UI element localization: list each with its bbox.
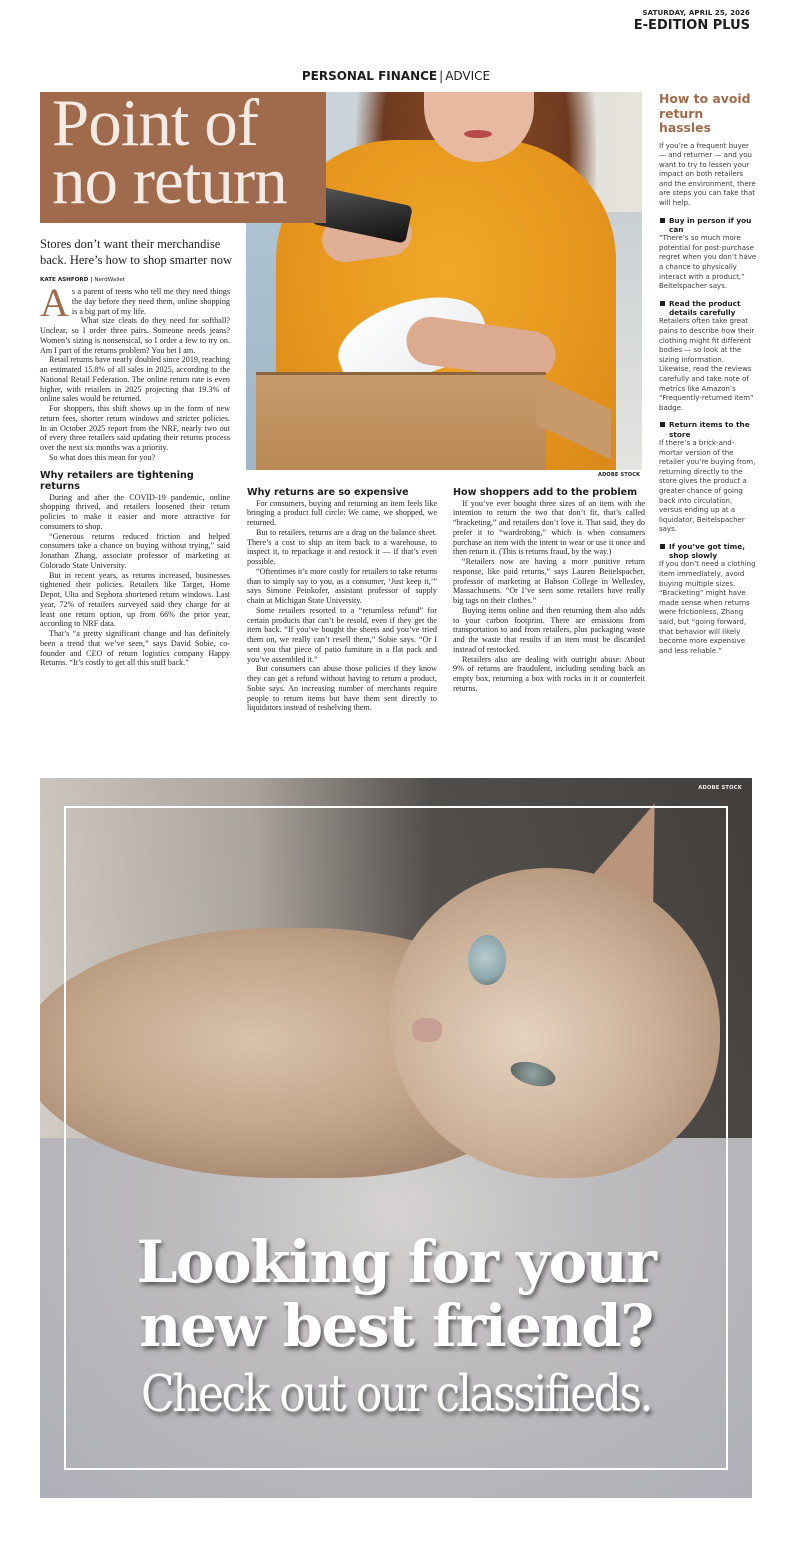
section-label (0, 69, 792, 83)
sidebar-intro: If you’re a frequent buyer — and returner — and you want to try to lessen your impact on both retailers and the environment, there are steps you can take that will help. (659, 141, 756, 208)
paragraph: But in recent years, as returns increased, businesses tightened their policies. Retailers like Target, Home Depot, Ulta and Sephora shortened return windows. Last year, 72% of retailers surveyed said they charge for at least one return option, up from 66% the prior year, according to NRF data. (40, 570, 230, 629)
classifieds-ad[interactable] (40, 778, 752, 1498)
headline-line-2: no return (52, 144, 287, 218)
headline (52, 86, 287, 218)
paragraph: Retail returns have nearly doubled since 2019, reaching an estimated 15.8% of all sales in 2025, according to the National Retail Federation. The online return rate is even higher, with retailers in 2025 projecting that 19.3% of online sales would be returned. (40, 355, 230, 404)
sidebar-title: How to avoid return hassles (659, 91, 751, 135)
paragraph: If you’ve ever bought three sizes of an item with the intention to return the two that don’t fit, that’s called “bracketing,” and retailers don’t love it. That said, they do prefer it to “wardrobing,” which is when consumers purchase an item with the intent to wear or use it once and then return it. (This is returns fraud, by the way.) (453, 498, 645, 557)
ad-photo-credit: ADOBE STOCK (698, 785, 742, 791)
photo-lips (464, 130, 492, 138)
tip-heading-shop-slowly: If you’ve got time, shop slowly (659, 542, 757, 561)
drop-cap: A (40, 280, 69, 325)
paragraph: That’s “a pretty significant change and has definitely been a trend that we’ve seen,” says David Sobie, co-founder and CEO of return logistics company Happy Returns. “It’s costly to get all this stuff back.” (40, 629, 230, 668)
subhead: How shoppers add to the problem (453, 487, 638, 498)
article-column-3 (453, 487, 645, 694)
edition-name: E-EDITION PLUS (633, 18, 750, 33)
tip-heading-buy-in-person: Buy in person if you can (659, 216, 757, 235)
article-column-2 (247, 487, 437, 713)
tip-body: “There’s so much more potential for post-purchase regret when you don’t have a chance to physically interact with a product,” Beitelspacher says. (659, 234, 757, 291)
byline-org: NerdWallet (94, 277, 126, 283)
headline-box (40, 86, 326, 223)
tip-body: If you don’t need a clothing item immediately, avoid buying multiple sizes. “Bracketing” might have made sense when returns were frictionless, Zhang said, but “going forward, that behavior will likely become more expensive and less reliable.” (659, 560, 756, 655)
tip-heading-read-details: Read the product details carefully (659, 299, 757, 318)
paragraph: Retailers also are dealing with outright abuse: About 9% of returns are fraudulent, including sending back an empty box, returning a box with rocks in it or counterfeit returns. (453, 654, 645, 693)
paragraph: But to retailers, returns are a drag on the balance sheet. There’s a cost to ship an item back to a warehouse, to inspect it, to repackage it and restock it — if that’s even possible. (247, 527, 437, 566)
section-separator: | (439, 69, 444, 83)
paragraph: “Generous returns reduced friction and helped consumers take a chance on buying without trying,” said Jonathan Zhang, associate professor of marketing at Colorado State University. (40, 531, 230, 570)
headline-line-1: Point of (52, 86, 259, 160)
paragraph: For shoppers, this shift shows up in the form of new return fees, shorter return windows and stricter policies. In an October 2025 report from the NRF, nearly two out of every three retailers said updating their returns process over the next six months was a priority. (40, 404, 230, 452)
paragraph-text: s a parent of teens who tell me they need things the day before they need them, online shopping is a big part of my life. (71, 287, 230, 316)
subhead: Why retailers are tightening returns (40, 469, 194, 492)
section-name: PERSONAL FINANCE (301, 69, 438, 83)
paragraph: Buying items online and then returning them also adds to your carbon footprint. There are emissions from transportation to and from retailers, plus packaging waste and the waste that results if an item must be discarded instead of restocked. (453, 605, 645, 654)
ad-subline: Check out our classifieds. (141, 1365, 651, 1424)
paragraph: Some retailers resorted to a “returnless refund” for certain products that can’t be resold, even if they get the item back. “If you’ve bought the sheets and you’ve tried them on, we really can’t resell them,” Sobie says. “Or I sent you that piece of patio furniture in a flat pack and you’ve assembled it.” (247, 605, 437, 664)
masthead (634, 9, 750, 33)
tip-heading-return-to-store: Return items to the store (659, 420, 757, 439)
edition-date: SATURDAY, APRIL 25, 2026 (642, 9, 750, 17)
paragraph: “Retailers now are having a more punitive return response, like paid returns,” says Lauren Beitelspacher, professor of marketing at Babson College in Wellesley, Massachusetts. “Or I’ve seen some retailers have really big tags on their clothes.” (453, 557, 645, 605)
paragraph: During and after the COVID-19 pandemic, online shopping thrived, and retailers loosened their return policies to make it easier and more attractive for consumers to shop. (40, 492, 230, 531)
ad-headline-line-1: Looking for your (136, 1228, 656, 1296)
paragraph: But consumers can abuse those policies if they know they can get a refund without having to return a product, Sobie says. An increasing number of merchants require people to return items but have them sent directly to liquidators instead of reshelving them. (247, 664, 437, 713)
tip-body: Retailers often take great pains to describe how their clothing might fit different bodies — so look at the sizing information. Likewise, read the reviews carefully and take note of metrics like Amazon’s “Frequently-returned item” badge. (659, 317, 755, 412)
ad-headline (40, 1230, 752, 1358)
ad-headline-line-2: new best friend? (139, 1292, 653, 1360)
section-sub: ADVICE (445, 69, 491, 83)
subhead: Why returns are so expensive (247, 487, 409, 498)
paragraph: “Oftentimes it’s more costly for retailers to take returns than to simply say to you, as a consumer, ‘Just keep it,’” says Simone Peinkofer, assistant professor of supply chain at Michigan State University. (247, 566, 437, 605)
paragraph: For consumers, buying and returning an item feels like bringing a product full circle: We came, we shopped, we returned. (247, 498, 437, 527)
paragraph: What size cleats do they need for softball? Unclear, so I order three pairs. Someone needs jeans? Women’s sizing is nonsensical, so I order a few to try on. Am I part of the returns problem? You bet I am. (40, 316, 230, 355)
byline-author: KATE ASHFORD (40, 277, 89, 283)
byline-separator: | (88, 277, 95, 283)
deck: Stores don’t want their merchandise back. Here’s how to shop smarter now (40, 237, 232, 267)
photo-credit: ADOBE STOCK (598, 472, 641, 478)
tip-body: If there’s a brick-and-mortar version of the retailer you’re buying from, returning directly to the store gives the product a greater chance of going back into circulation, versus ending up at a liquidator, Beitelspacher says. (659, 438, 756, 534)
photo-cardboard-box (256, 372, 546, 470)
sidebar-box (659, 92, 757, 656)
paragraph: So what does this mean for you? (49, 452, 156, 462)
